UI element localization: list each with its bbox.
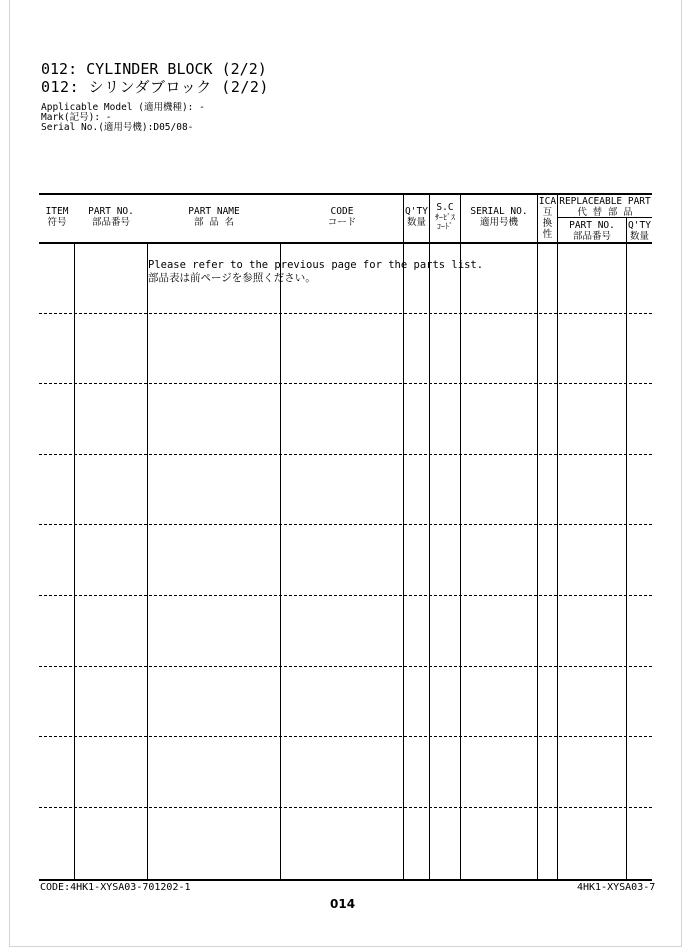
mark: Mark(記号): - [41, 112, 112, 123]
header-bottom-rule [39, 242, 652, 244]
header-serial-no: SERIAL NO. 適用号機 [470, 206, 528, 228]
applicable-model: Applicable Model (適用機種): - [41, 102, 205, 113]
row-separator [39, 524, 652, 525]
col-line [537, 244, 538, 879]
header-service-code: S.C ｻｰﾋﾞｽ ｺｰﾄﾞ [435, 202, 455, 231]
col-line [557, 244, 558, 879]
parts-list-note: Please refer to the previous page for the parts list. 部品表は前ページを参照ください。 [148, 259, 484, 284]
table-bottom-rule [39, 879, 652, 881]
row-separator [39, 736, 652, 737]
serial-number: Serial No.(適用号機):D05/08- [41, 122, 194, 133]
footer-right-code: 4HK1-XYSA03-7 [577, 882, 656, 893]
page-title-jp: 012: シリンダブロック (2/2) [41, 78, 269, 96]
footer-code: CODE:4HK1-XYSA03-701202-1 [40, 882, 191, 893]
page-number: 014 [330, 897, 356, 911]
col-line [147, 244, 148, 879]
row-separator [39, 313, 652, 314]
header-replaceable-part: REPLACEABLE PART 代 替 部 品 [559, 196, 651, 218]
row-separator [39, 383, 652, 384]
row-separator [39, 807, 652, 808]
row-separator [39, 666, 652, 667]
table-top-rule [39, 193, 652, 195]
col-line [626, 244, 627, 879]
header-item: ITEM 符号 [45, 206, 69, 228]
header-qty: Q'TY 数量 [405, 206, 428, 228]
row-separator [39, 595, 652, 596]
col-line [460, 244, 461, 879]
header-code: CODE コード [327, 206, 357, 228]
header-part-name: PART NAME 部 品 名 [188, 206, 240, 228]
header-interchangeability: ICA 互 換 性 [538, 196, 557, 240]
col-line [280, 244, 281, 879]
row-separator [39, 454, 652, 455]
col-line [74, 244, 75, 879]
page-frame [9, 0, 682, 947]
header-rep-part-no: PART NO. 部品番号 [569, 220, 615, 242]
col-line [403, 244, 404, 879]
page-title-en: 012: CYLINDER BLOCK (2/2) [41, 60, 267, 78]
header-rep-qty: Q'TY 数量 [628, 220, 651, 242]
header-part-no: PART NO. 部品番号 [88, 206, 134, 228]
col-line [429, 244, 430, 879]
